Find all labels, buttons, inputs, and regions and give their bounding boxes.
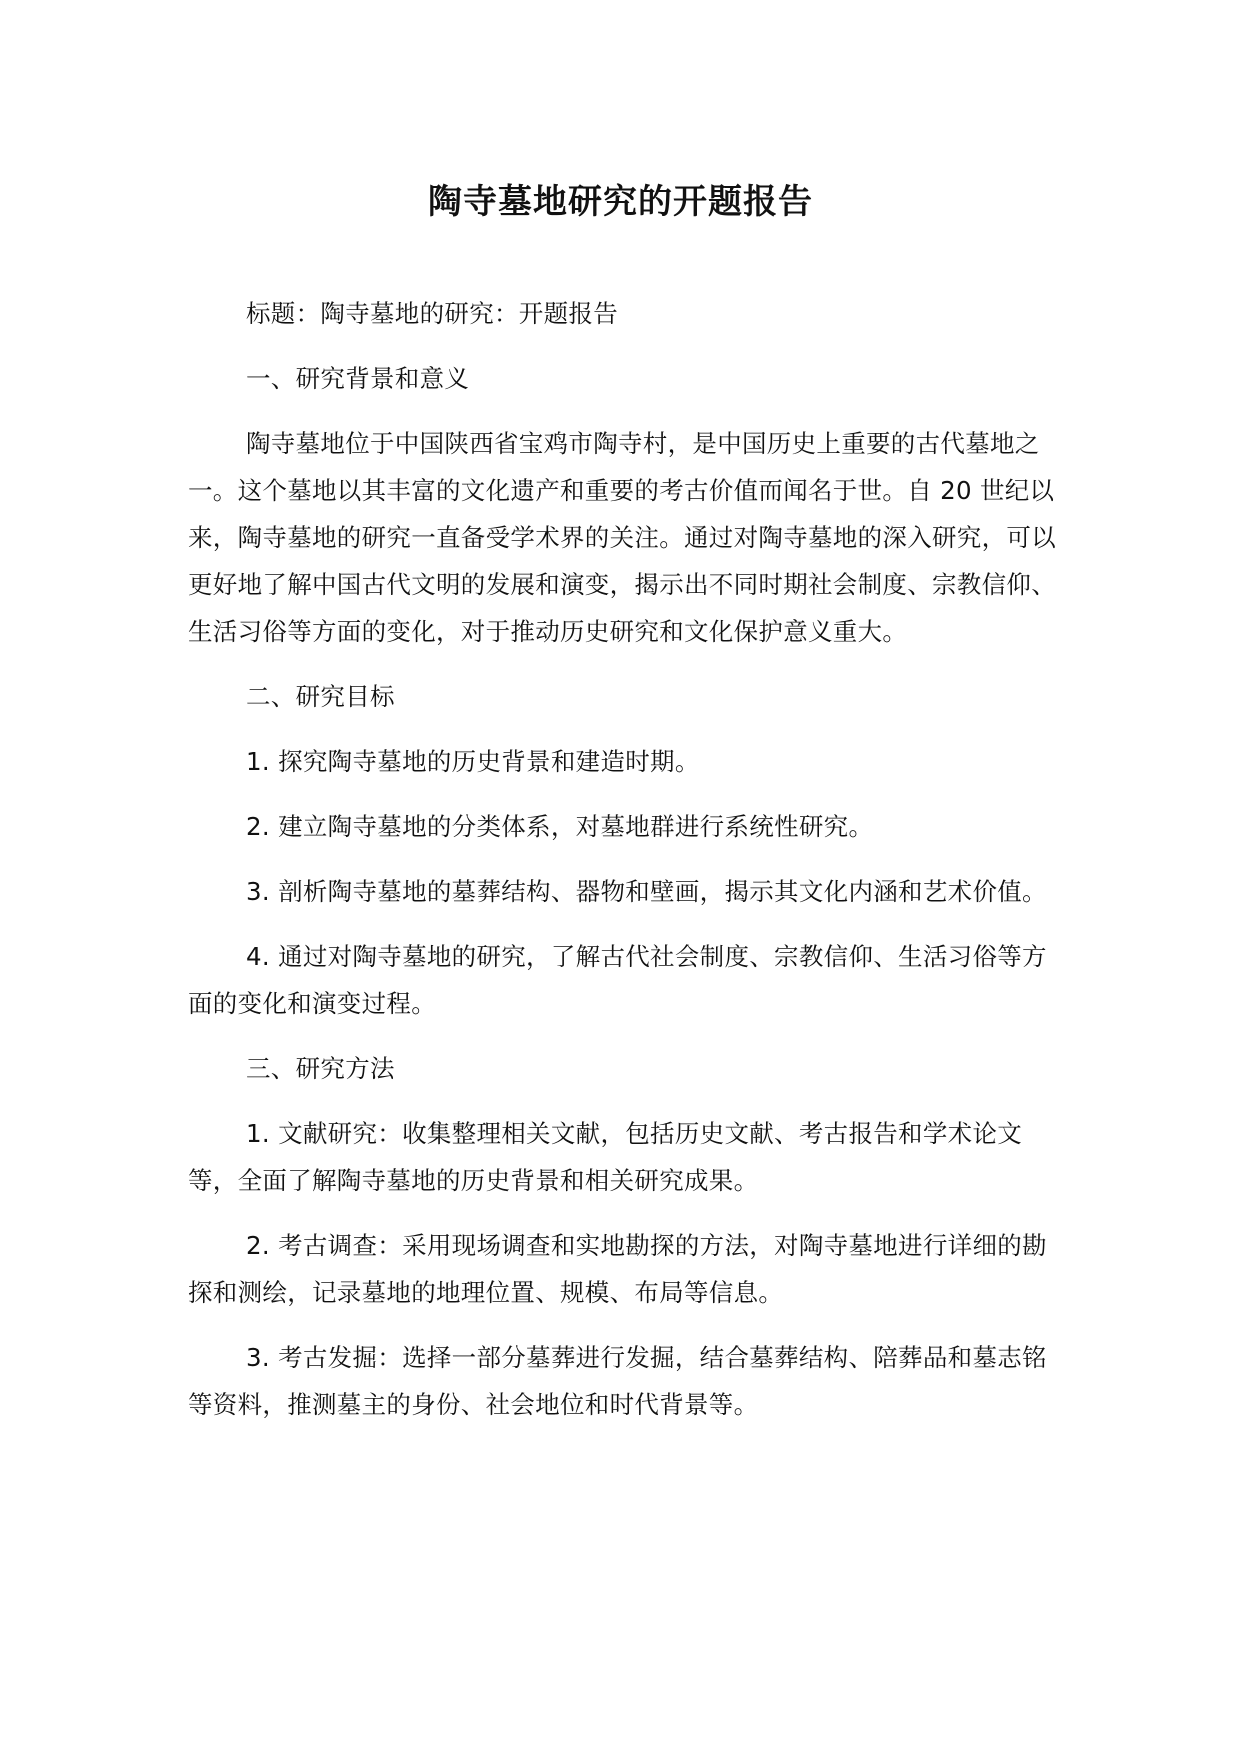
section-heading-methods: 三、研究方法 (246, 1054, 395, 1083)
goal-item-2: 2. 建立陶寺墓地的分类体系，对墓地群进行系统性研究。 (246, 812, 874, 841)
section-heading-background: 一、研究背景和意义 (246, 364, 470, 393)
goal-item-1: 1. 探究陶寺墓地的历史背景和建造时期。 (246, 747, 700, 776)
method-item-1: 1. 文献研究：收集整理相关文献，包括历史文献、考古报告和学术论文等，全面了解陶寺墓地的历史背景和相关研究成果。 (188, 1119, 1023, 1195)
subtitle-line: 标题：陶寺墓地的研究：开题报告 (246, 299, 618, 328)
background-paragraph: 陶寺墓地位于中国陕西省宝鸡市陶寺村，是中国历史上重要的古代墓地之一。这个墓地以其丰富的文化遗产和重要的考古价值而闻名于世。自 20 世纪以来，陶寺墓地的研究一直备受学术界的关注。通过对陶寺墓地的深入研究，可以更好地了解中国古代文明的发展和演变，揭示出不同时期社会制度、宗教信仰、生活习俗等方面的变化，对于推动历史研究和文化保护意义重大。 (188, 429, 1056, 646)
document-body (188, 290, 1058, 1446)
method-item-2: 2. 考古调查：采用现场调查和实地勘探的方法，对陶寺墓地进行详细的勘探和测绘，记录墓地的地理位置、规模、布局等信息。 (188, 1231, 1047, 1307)
document-title: 陶寺墓地研究的开题报告 (428, 182, 813, 222)
goal-item-3: 3. 剖析陶寺墓地的墓葬结构、器物和壁画，揭示其文化内涵和艺术价值。 (246, 877, 1047, 906)
section-heading-goals: 二、研究目标 (246, 682, 395, 711)
method-item-3: 3. 考古发掘：选择一部分墓葬进行发掘，结合墓葬结构、陪葬品和墓志铭等资料，推测墓主的身份、社会地位和时代背景等。 (188, 1343, 1047, 1419)
goal-item-4: 4. 通过对陶寺墓地的研究，了解古代社会制度、宗教信仰、生活习俗等方面的变化和演变过程。 (188, 942, 1047, 1018)
